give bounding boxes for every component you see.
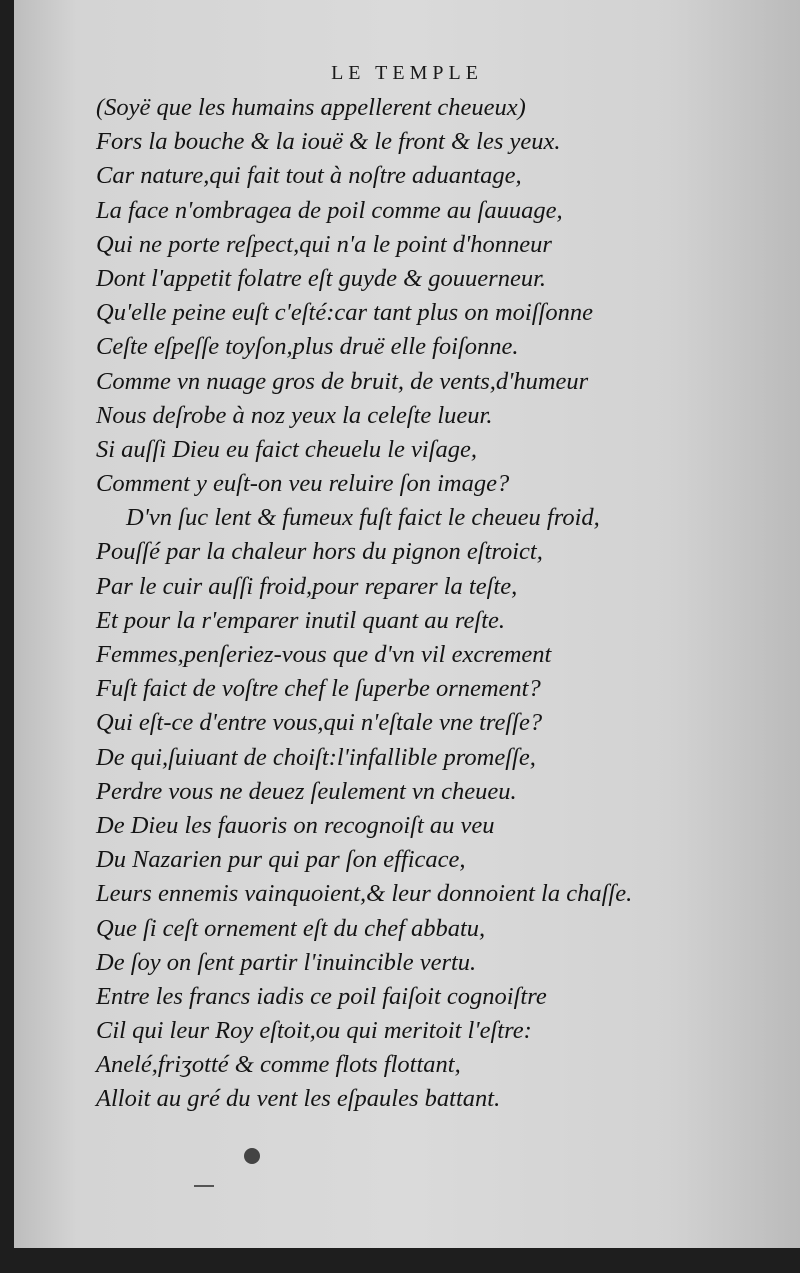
verse-line: La face n'ombragea de poil comme au ſauuage, bbox=[96, 196, 563, 224]
verse-line: Qu'elle peine euſt c'eſté:car tant plus on moiſſonne bbox=[96, 299, 593, 327]
book-page bbox=[14, 0, 800, 1248]
verse-line: Qui eſt-ce d'entre vous,qui n'eſtale vne treſſe? bbox=[96, 709, 543, 737]
verse-line: Comment y euſt-on veu reluire ſon image? bbox=[96, 470, 510, 498]
verse-line: Par le cuir auſſi froid,pour reparer la teſte, bbox=[96, 572, 518, 600]
verse-line: Perdre vous ne deuez ſeulement vn cheueu. bbox=[96, 777, 517, 805]
verse-line: Si auſſi Dieu eu faict cheuelu le viſage, bbox=[96, 435, 477, 463]
verse-line: Qui ne porte reſpect,qui n'a le point d'honneur bbox=[96, 230, 552, 258]
verse-line: Leurs ennemis vainquoient,& leur donnoient la chaſſe. bbox=[96, 880, 633, 908]
verse-line: De Dieu les fauoris on recognoiſt au veu bbox=[96, 811, 495, 839]
verse-line-indented: D'vn ſuc lent & fumeux fuſt faict le cheueu froid, bbox=[126, 504, 600, 532]
verse-line: De qui,ſuiuant de choiſt:l'infallible promeſſe, bbox=[96, 743, 536, 771]
verse-line: Pouſſé par la chaleur hors du pignon eſtroict, bbox=[96, 538, 543, 566]
verse-line: Ceſte eſpeſſe toyſon,plus druë elle foiſonne. bbox=[96, 333, 519, 361]
verse-line: Que ſi ceſt ornement eſt du chef abbatu, bbox=[96, 914, 486, 942]
verse-line: Entre les francs iadis ce poil faiſoit cognoiſtre bbox=[96, 982, 547, 1010]
verse-line: Anelé,friʒotté & comme flots flottant, bbox=[96, 1051, 461, 1079]
verse-line: Et pour la r'emparer inutil quant au reſte. bbox=[96, 606, 506, 634]
running-header: LE TEMPLE bbox=[331, 62, 483, 84]
verse-line: Fuſt faict de voſtre chef le ſuperbe ornement? bbox=[96, 675, 541, 703]
footer-mark bbox=[194, 1185, 214, 1187]
verse-line: Du Nazarien pur qui par ſon efficace, bbox=[96, 846, 466, 874]
ink-blot bbox=[244, 1148, 260, 1164]
verse-line: (Soyë que les humains appellerent cheueux) bbox=[96, 94, 526, 121]
verse-line: De ſoy on ſent partir l'inuincible vertu. bbox=[96, 948, 477, 976]
verse-line: Comme vn nuage gros de bruit, de vents,d'humeur bbox=[96, 367, 589, 395]
verse-line: Cil qui leur Roy eſtoit,ou qui meritoit l'eſtre: bbox=[96, 1017, 532, 1045]
verse-line: Nous deſrobe à noz yeux la celeſte lueur. bbox=[96, 401, 493, 429]
verse-line: Femmes,penſeriez-vous que d'vn vil excrement bbox=[96, 641, 552, 668]
verse-line: Fors la bouche & la iouë & le front & les yeux. bbox=[96, 128, 561, 156]
verse-line: Dont l'appetit folatre eſt guyde & gouuerneur. bbox=[96, 264, 547, 292]
show-through-shadow bbox=[660, 0, 800, 1248]
verse-line: Car nature,qui fait tout à noſtre aduantage, bbox=[96, 162, 522, 190]
verse-line: Alloit au gré du vent les eſpaules battant. bbox=[96, 1085, 501, 1113]
verse-block bbox=[96, 91, 632, 1117]
